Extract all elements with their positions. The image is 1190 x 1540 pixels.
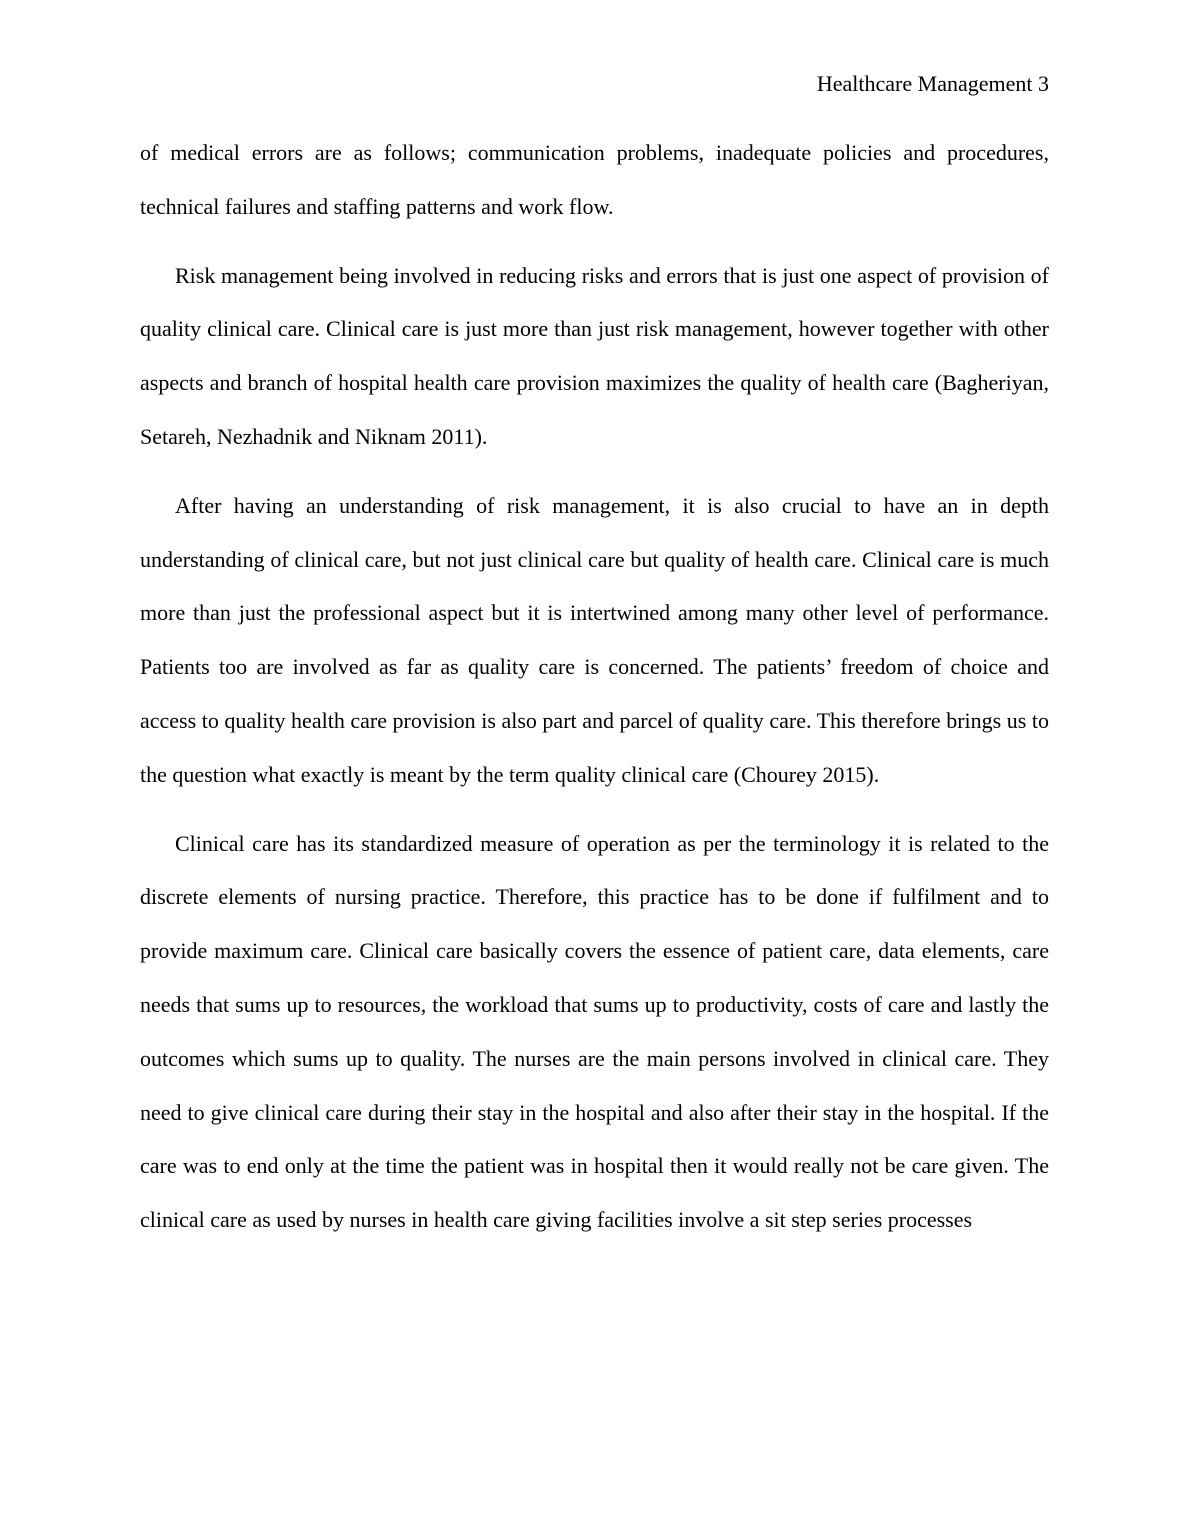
paragraph-risk-management: Risk management being involved in reducing risks and errors that is just one aspect of provision of quality clinical care. Clinical care is just more than just risk management, however together with other aspects and branch of hospital health care provision maximizes the quality of health care (Bagheriyan, Setareh, Nezhadnik and Niknam 2011).: [140, 262, 1049, 449]
paragraph-continuation: of medical errors are as follows; communication problems, inadequate policies and procedures, technical failures and staffing patterns and work flow.: [140, 140, 1049, 219]
paragraph-clinical-care-nursing: Clinical care has its standardized measure of operation as per the terminology it is related to the discrete elements of nursing practice. Therefore, this practice has to be done if fulfilment and to provide maximum care. Clinical care basically covers the essence of patient care, data elements, care needs that sums up to resources, the workload that sums up to productivity, costs of care and lastly the outcomes which sums up to quality. The nurses are the main persons involved in clinical care. They need to give clinical care during their stay in the hospital and also after their stay in the hospital. If the care was to end only at the time the patient was in hospital then it would really not be care given. The clinical care as used by nurses in health care giving facilities involve a sit step series processes: [140, 830, 1049, 1233]
paragraph-quality-of-care: After having an understanding of risk management, it is also crucial to have an in depth understanding of clinical care, but not just clinical care but quality of health care. Clinical care is much more than just the professional aspect but it is intertwined among many other level of performance. Patients too are involved as far as quality care is concerned. The patients’ freedom of choice and access to quality health care provision is also part and parcel of quality care. This therefore brings us to the question what exactly is meant by the term quality clinical care (Chourey 2015).: [140, 492, 1049, 787]
running-head: Healthcare Management 3: [816, 71, 1049, 96]
body-text: [140, 126, 1049, 1262]
